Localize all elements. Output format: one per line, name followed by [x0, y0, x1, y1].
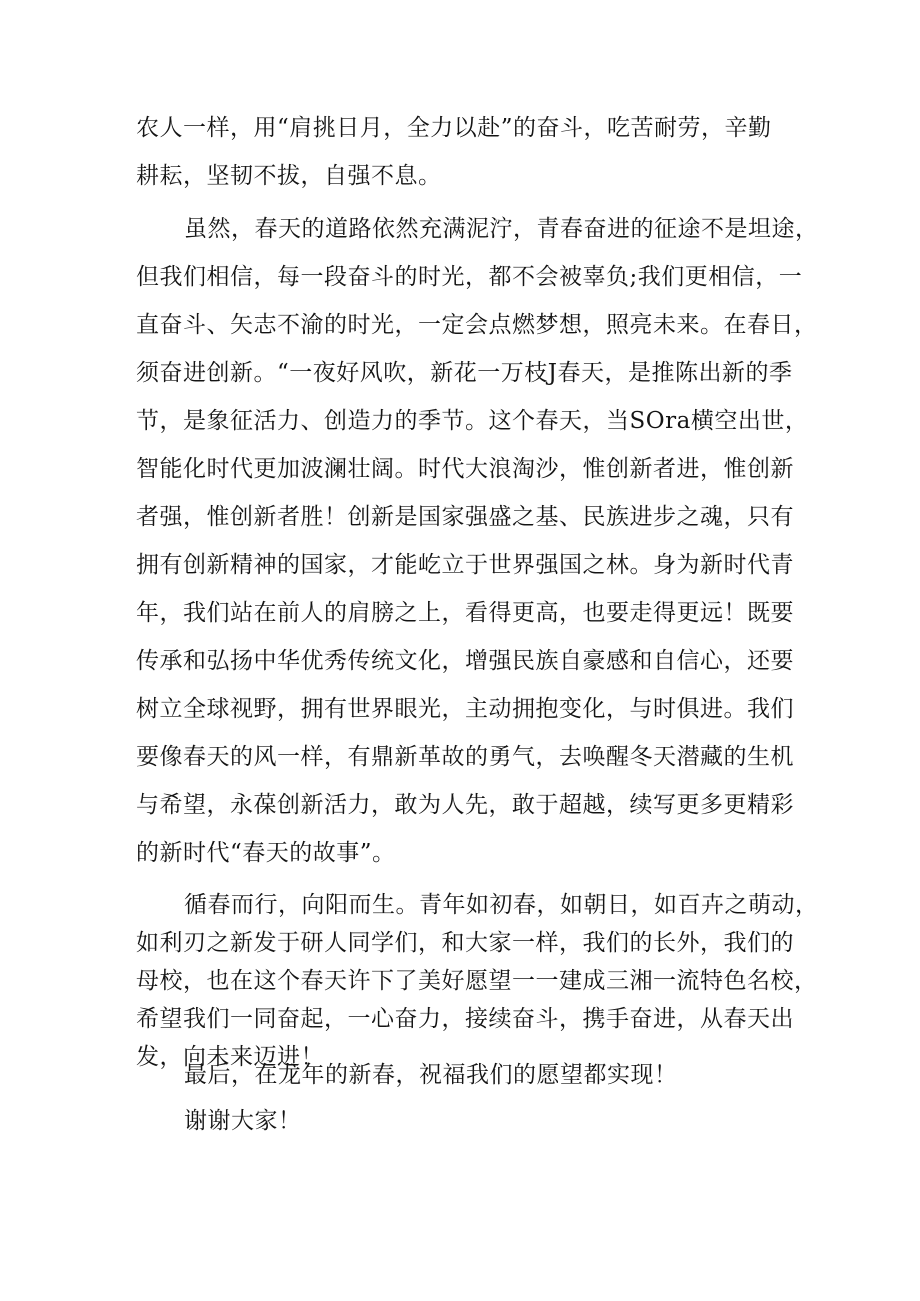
text-line: 者强，惟创新者胜！创新是国家强盛之基、民族进步之魂，只有 [136, 504, 794, 530]
text-line: 循春而行，向阳而生。青年如初春，如朝日，如百卉之萌动， [184, 892, 819, 918]
text-line: 与希望，永葆创新活力，敢为人先，敢于超越，续写更多更精彩 [136, 792, 794, 818]
text-line: 要像春天的风一样，有鼎新革故的勇气，去唤醒冬天潜藏的生机 [136, 744, 794, 770]
text-line: 传承和弘扬中华优秀传统文化，增强民族自豪感和自信心，还要 [136, 648, 794, 674]
paragraph-1 [136, 104, 796, 200]
paragraph-3 [136, 886, 819, 1076]
text-line: 拥有创新精神的国家，才能屹立于世界强国之林。身为新时代青 [136, 552, 794, 578]
text-line: 虽然，春天的道路依然充满泥泞，青春奋进的征途不是坦途， [184, 216, 819, 242]
text-line: 母校，也在这个春天许下了美好愿望一一建成三湘一流特色名校， [136, 968, 818, 994]
text-line: 发，向未来迈进！ [136, 1044, 324, 1070]
closing-thanks [136, 1102, 796, 1140]
text-line: 如利刃之新发于研人同学们，和大家一样，我们的长外，我们的 [136, 930, 794, 956]
text-line: 直奋斗、矢志不渝的时光，一定会点燃梦想，照亮未来。在春日， [136, 312, 818, 338]
text-line: 须奋进创新。“一夜好风吹，新花一万枝J春天，是推陈出新的季 [136, 360, 793, 386]
text-line: 但我们相信，每一段奋斗的时光，都不会被辜负;我们更相信，一 [136, 264, 803, 290]
text-line: 农人一样，用“肩挑日月，全力以赴”的奋斗，吃苦耐劳，辛勤 [136, 115, 772, 141]
text-line: 年，我们站在前人的肩膀之上，看得更高，也要走得更远！既要 [136, 600, 794, 626]
closing-wish [136, 1056, 796, 1094]
text-line: 的新时代“春天的故事”。 [136, 840, 396, 866]
text-line: 节，是象征活力、创造力的季节。这个春天，当SOra横空出世， [136, 408, 809, 434]
paragraph-2 [136, 205, 819, 877]
text-line: 智能化时代更加波澜壮阔。时代大浪淘沙，惟创新者进，惟创新 [136, 456, 794, 482]
text-line: 耕耘，坚韧不拔，自强不息。 [136, 163, 442, 189]
text-line: 谢谢大家！ [184, 1108, 302, 1134]
text-line: 最后，在龙年的新春，祝福我们的愿望都实现！ [184, 1062, 678, 1088]
text-line: 希望我们一同奋起，一心奋力，接续奋斗，携手奋进，从春天出 [136, 1006, 794, 1032]
text-line: 树立全球视野，拥有世界眼光，主动拥抱变化，与时俱进。我们 [136, 696, 794, 722]
